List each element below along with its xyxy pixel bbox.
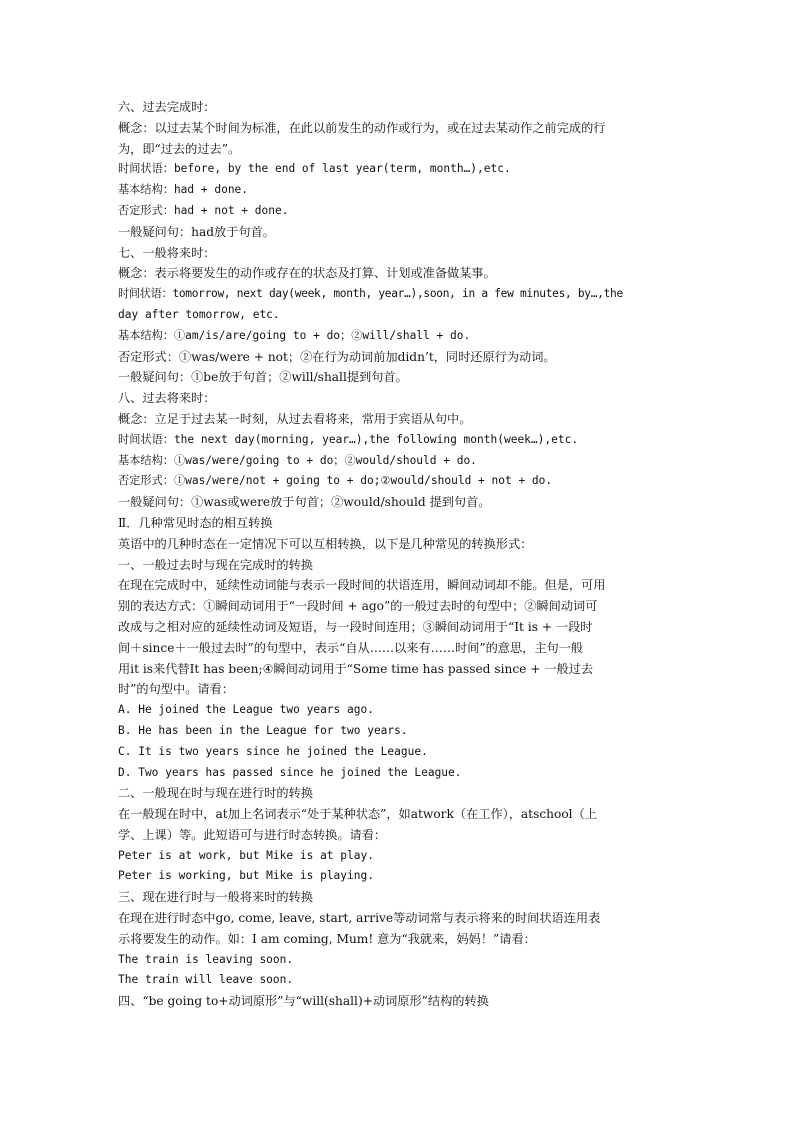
structure-line: 基本结构：①am/is/are/going to + do；②will/shall + do. <box>118 328 471 342</box>
paragraph-line: 英语中的几种时态在一定情况下可以互相转换，以下是几种常见的转换形式： <box>118 536 533 551</box>
subsection-heading: 四、“be going to+动词原形”与“will(shall)+动词原形”结构的转换 <box>118 994 489 1009</box>
part-heading-tense-conversion: Ⅱ．几种常见时态的相互转换 <box>118 515 273 530</box>
subsection-heading: 三、现在进行时与一般将来时的转换 <box>118 890 313 905</box>
question-form-line: 一般疑问句：①was或were放于句首；②would/should 提到句首。 <box>118 495 491 510</box>
subsection-heading: 一、一般过去时与现在完成时的转换 <box>118 557 313 572</box>
negative-form-line: 否定形式：①was/were + not；②在行为动词前加didn’t，同时还原行为动词。 <box>118 349 556 364</box>
time-adverbial-line: 时间状语：before, by the end of last year(term, month…),etc. <box>118 162 511 176</box>
paragraph-line: 间＋since＋一般过去时”的句型中，表示“自从……以来有……时间”的意思，主句一般 <box>118 640 584 655</box>
negative-form-line: 否定形式：had + not + done. <box>118 203 289 217</box>
paragraph-line: 别的表达方式：①瞬间动词用于“一段时间 + ago”的一般过去时的句型中；②瞬间动词可 <box>118 599 598 614</box>
section-heading-future-in-past: 八、过去将来时： <box>118 391 216 406</box>
question-form-line: 一般疑问句：had放于句首。 <box>118 224 275 239</box>
time-adverbial-line: day after tomorrow, etc. <box>118 307 280 321</box>
example-sentence: Peter is at work, but Mike is at play. <box>118 848 374 862</box>
example-sentence: Peter is working, but Mike is playing. <box>118 869 374 883</box>
example-sentence: The train is leaving soon. <box>118 952 294 966</box>
subsection-heading: 二、一般现在时与现在进行时的转换 <box>118 786 313 801</box>
question-form-line: 一般疑问句：①be放于句首；②will/shall提到句首。 <box>118 370 408 385</box>
definition-line: 概念：以过去某个时间为标准，在此以前发生的动作或行为，或在过去某动作之前完成的行 <box>118 120 606 135</box>
negative-form-line: 否定形式：①was/were/not + going to + do;②would/should + not + do. <box>118 474 553 488</box>
paragraph-line: 学、上课）等。此短语可与进行时态转换。请看： <box>118 827 387 842</box>
section-heading-simple-future: 七、一般将来时： <box>118 245 216 260</box>
structure-line: 基本结构：①was/were/going to + do；②would/should + do. <box>118 453 477 467</box>
paragraph-line: 在一般现在时中，at加上名词表示“处于某种状态”，如atwork（在工作），atschool（上 <box>118 807 597 822</box>
example-sentence: A. He joined the League two years ago. <box>118 703 374 717</box>
paragraph-line: 在现在完成时中，延续性动词能与表示一段时间的状语连用，瞬间动词却不能。但是，可用 <box>118 578 606 593</box>
definition-line: 概念：立足于过去某一时刻，从过去看将来，常用于宾语从句中。 <box>118 411 472 426</box>
time-adverbial-line: 时间状语：tomorrow, next day(week, month, year…),soon, in a few minutes, by…,the <box>118 287 623 301</box>
definition-line: 为，即“过去的过去”。 <box>118 141 241 156</box>
paragraph-line: 时”的句型中。请看： <box>118 682 234 697</box>
section-heading-past-perfect: 六、过去完成时： <box>118 100 216 114</box>
paragraph-line: 改成与之相对应的延续性动词及短语，与一段时间连用；③瞬间动词用于“It is + 一段时 <box>118 619 593 634</box>
paragraph-line: 用it is来代替It has been;④瞬间动词用于“Some time has passed since + 一般过去 <box>118 661 594 676</box>
example-sentence: B. He has been in the League for two years. <box>118 723 408 737</box>
structure-line: 基本结构：had + done. <box>118 183 249 197</box>
time-adverbial-line: 时间状语：the next day(morning, year…),the following month(week…),etc. <box>118 432 579 446</box>
example-sentence: D. Two years has passed since he joined the League. <box>118 765 462 779</box>
paragraph-line: 在现在进行时态中go, come, leave, start, arrive等动词常与表示将来的时间状语连用表 <box>118 911 601 926</box>
paragraph-line: 示将要发生的动作。如：I am coming, Mum! 意为“我就来，妈妈！”请看： <box>118 931 536 946</box>
example-sentence: The train will leave soon. <box>118 973 294 987</box>
example-sentence: C. It is two years since he joined the League. <box>118 744 428 758</box>
definition-line: 概念：表示将要发生的动作或存在的状态及打算、计划或准备做某事。 <box>118 266 496 281</box>
document-page <box>118 97 698 1012</box>
